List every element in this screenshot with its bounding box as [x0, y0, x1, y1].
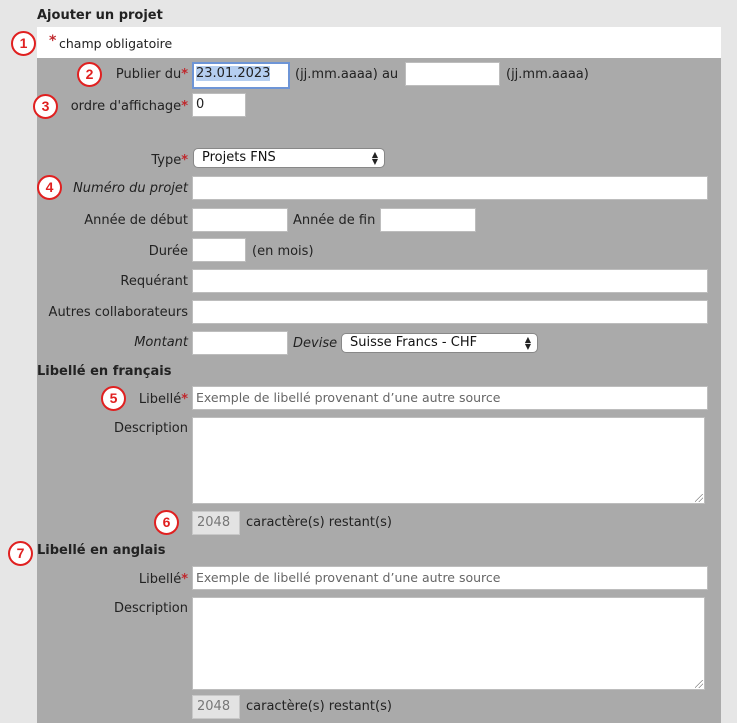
section-title-english: Libellé en anglais [37, 543, 166, 558]
english-description-textarea[interactable] [192, 597, 705, 690]
type-label: Type* [151, 153, 188, 168]
french-title-label: Libellé* [138, 392, 188, 407]
annotation-badge-7: 7 [8, 541, 33, 566]
duration-label: Durée [148, 244, 188, 259]
publish-from-input[interactable]: 23.01.2023 [192, 62, 290, 89]
collaborators-input[interactable] [192, 300, 708, 324]
annotation-badge-4: 4 [37, 175, 62, 200]
required-note: champ obligatoire [59, 36, 173, 51]
annotation-badge-6: 6 [154, 510, 179, 535]
type-selected: Projets FNS [202, 150, 276, 165]
resize-grip-icon[interactable] [695, 680, 703, 688]
duration-input[interactable] [192, 238, 246, 262]
french-description-textarea[interactable] [192, 417, 705, 504]
start-year-label: Année de début [84, 213, 188, 228]
publish-label: Publier du* [115, 67, 188, 82]
display-order-label: ordre d'affichage* [70, 99, 188, 114]
english-title-input[interactable] [192, 566, 708, 590]
end-year-label: Année de fin [293, 213, 376, 228]
end-year-input[interactable] [380, 208, 476, 232]
required-note-bar [37, 27, 721, 58]
start-year-input[interactable] [192, 208, 288, 232]
publish-format-hint-2: (jj.mm.aaaa) [506, 67, 589, 82]
english-remaining-counter: 2048 [192, 695, 240, 719]
resize-grip-icon[interactable] [695, 494, 703, 502]
publish-to-input[interactable] [405, 62, 500, 86]
annotation-badge-5: 5 [101, 386, 126, 411]
section-title-french: Libellé en français [37, 364, 172, 379]
english-description-label: Description [113, 601, 188, 616]
english-title-label: Libellé* [138, 572, 188, 587]
publish-format-hint-1: (jj.mm.aaaa) au [295, 67, 399, 82]
english-remaining-label: caractère(s) restant(s) [246, 699, 392, 714]
amount-input[interactable] [192, 331, 288, 355]
applicant-input[interactable] [192, 269, 708, 293]
amount-label: Montant [134, 335, 188, 350]
french-title-input[interactable] [192, 386, 708, 410]
select-arrows-icon: ▲ ▼ [524, 335, 531, 351]
project-number-label: Numéro du projet [73, 181, 188, 196]
collaborators-label: Autres collaborateurs [48, 305, 188, 320]
french-remaining-label: caractère(s) restant(s) [246, 515, 392, 530]
currency-selected: Suisse Francs - CHF [350, 335, 478, 350]
project-number-input[interactable] [192, 176, 708, 200]
annotation-badge-2: 2 [77, 62, 102, 87]
currency-select[interactable] [341, 333, 538, 353]
page-title: Ajouter un projet [37, 8, 163, 23]
annotation-badge-1: 1 [11, 31, 36, 56]
type-select[interactable] [193, 148, 385, 168]
duration-unit: (en mois) [252, 244, 314, 259]
select-arrows-icon: ▲ ▼ [371, 150, 378, 166]
applicant-label: Requérant [120, 274, 188, 289]
annotation-badge-3: 3 [33, 94, 58, 119]
required-mark: * [49, 33, 57, 49]
display-order-input[interactable]: 0 [192, 93, 246, 117]
french-description-label: Description [113, 421, 188, 436]
currency-label: Devise [293, 336, 338, 351]
french-remaining-counter: 2048 [192, 511, 240, 535]
